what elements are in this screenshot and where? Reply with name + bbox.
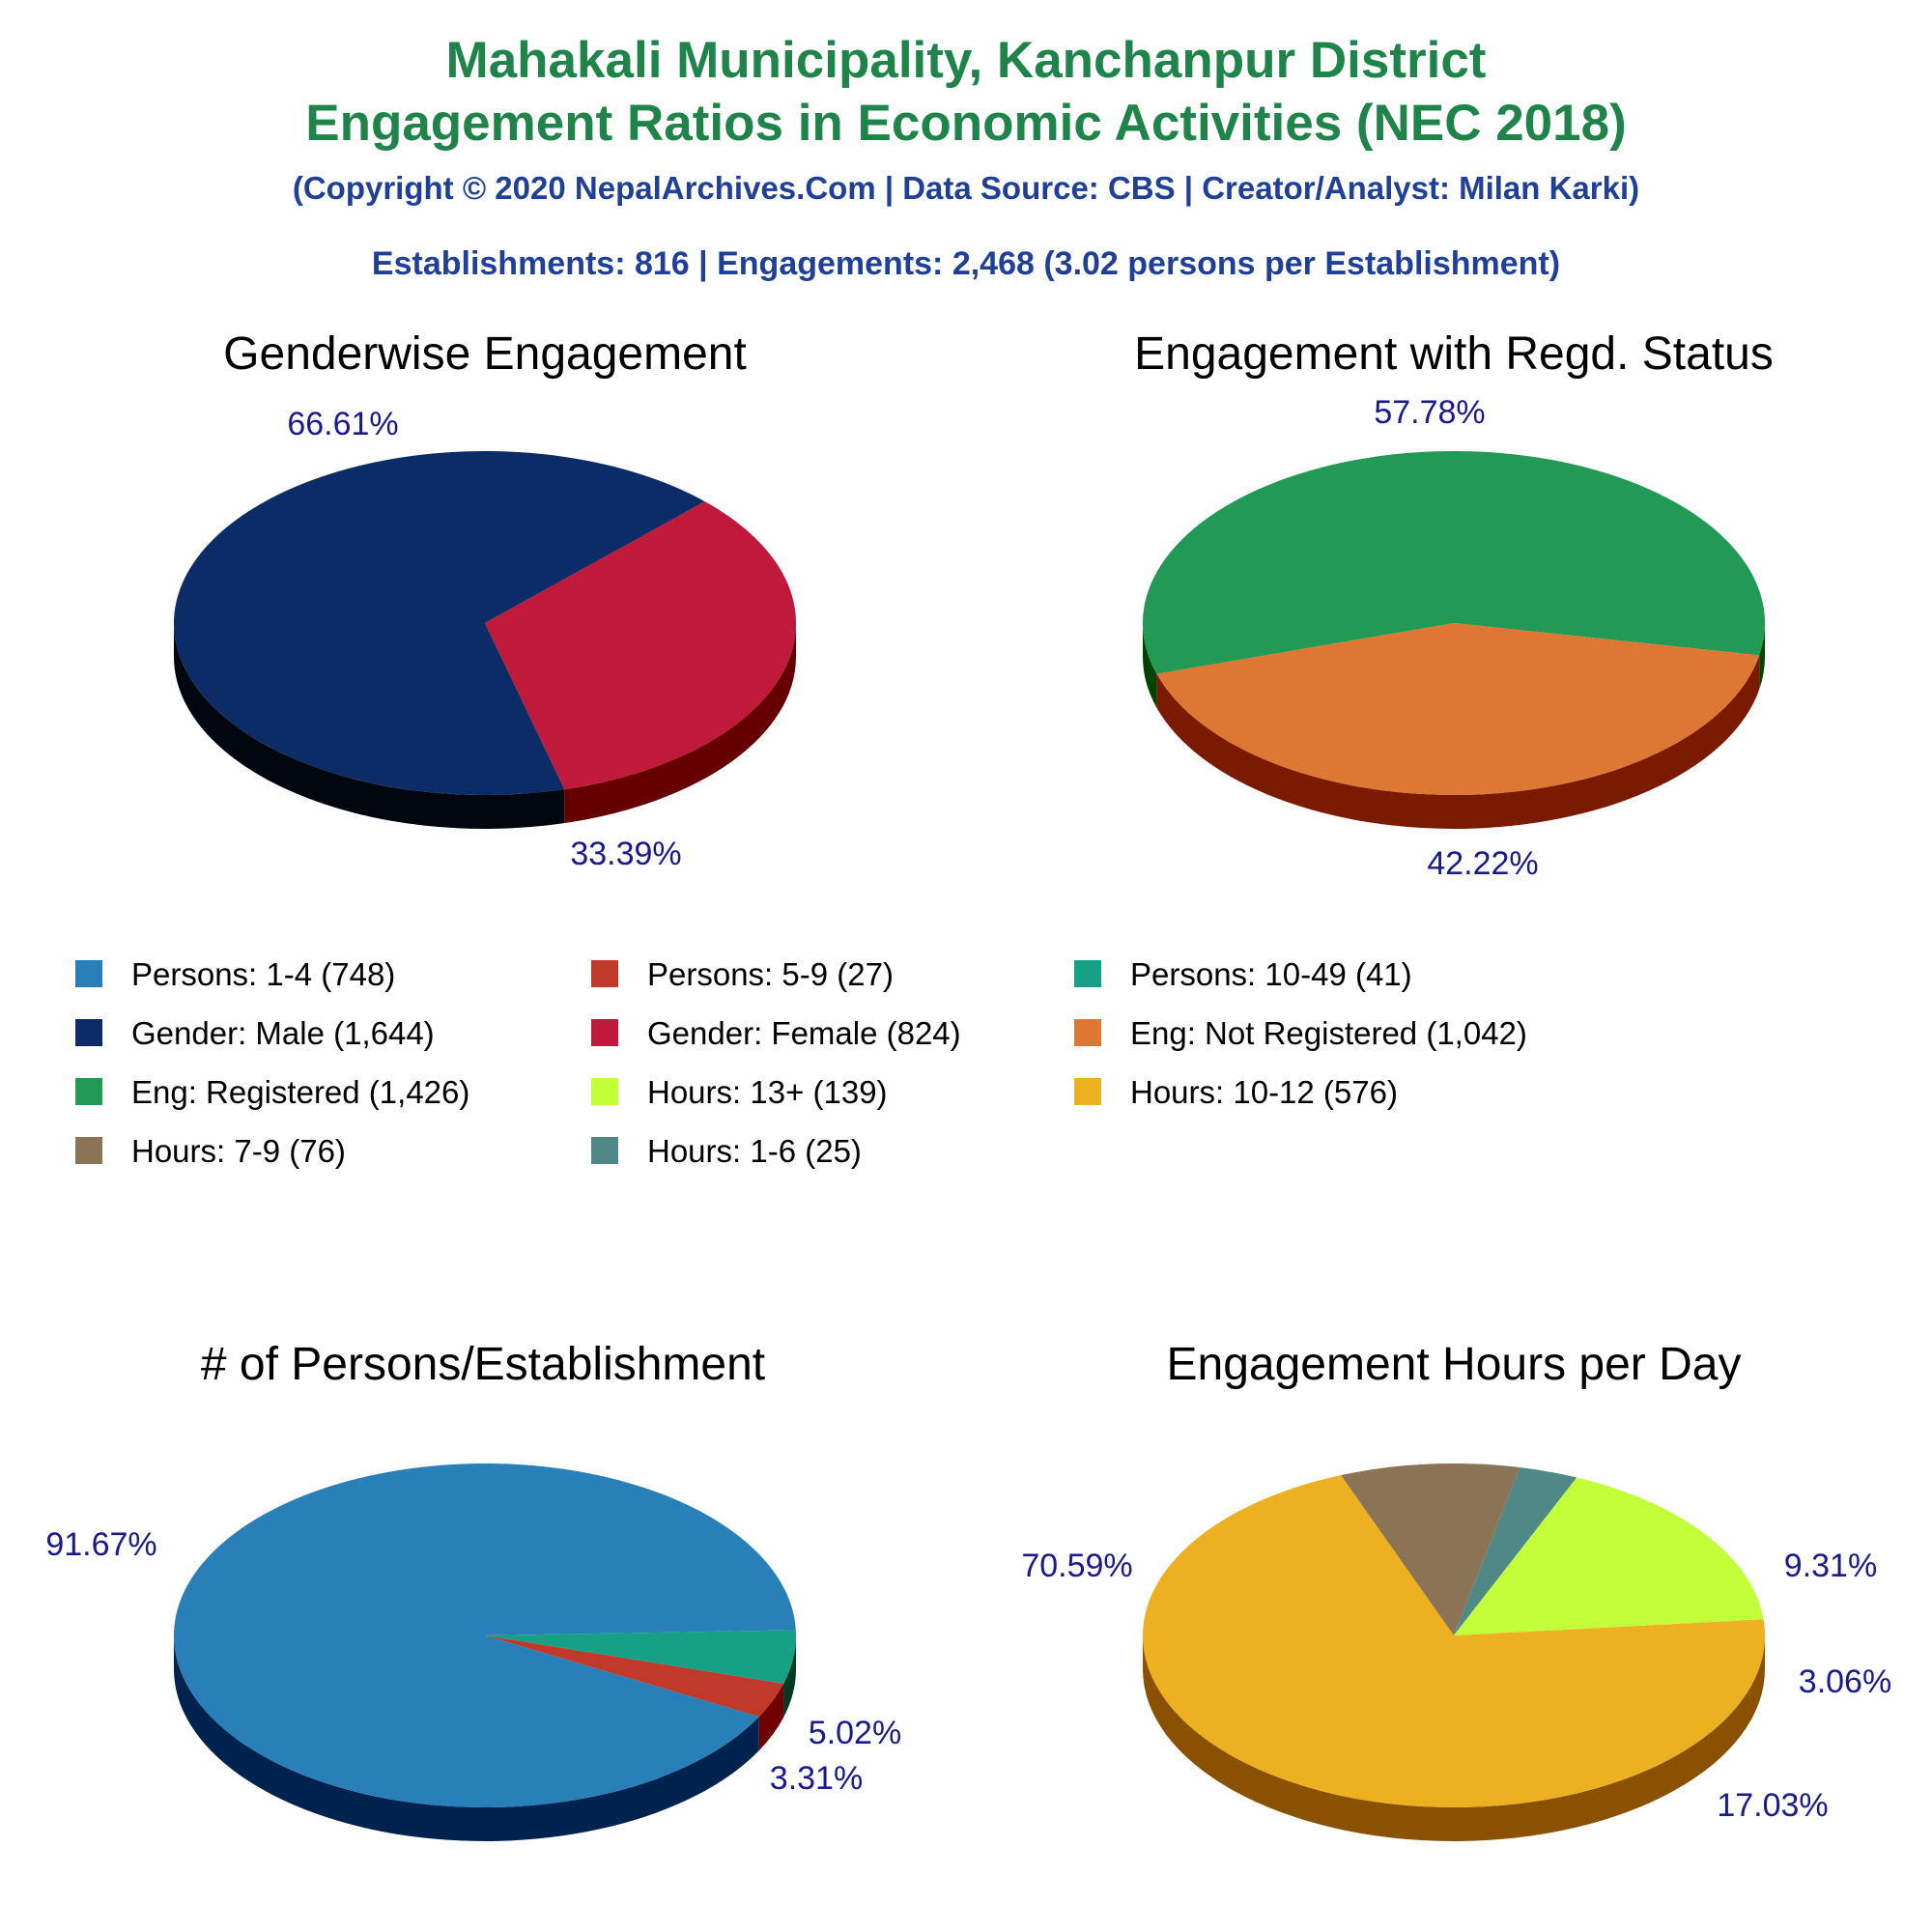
pie-chart-regd-status bbox=[1134, 328, 1774, 882]
legend-label-eng-registered-1-426: Eng: Registered (1,426) bbox=[131, 1074, 470, 1110]
pct-label-persons-10-49: 5.02% bbox=[808, 1715, 902, 1751]
pie-body-regd-status bbox=[1143, 451, 1765, 829]
legend-swatch-hours-7-9-76 bbox=[75, 1137, 102, 1164]
stats-line: Establishments: 816 | Engagements: 2,468 (3.02 persons per Establishment) bbox=[371, 245, 1561, 282]
legend-label-hours-13-139: Hours: 13+ (139) bbox=[647, 1074, 888, 1110]
legend-swatch-gender-female-824 bbox=[591, 1019, 618, 1046]
pct-label-female: 33.39% bbox=[570, 836, 682, 872]
pie-chart-hours bbox=[1021, 1339, 1891, 1841]
legend-label-hours-7-9-76: Hours: 7-9 (76) bbox=[131, 1133, 346, 1169]
legend-label-persons-5-9-27: Persons: 5-9 (27) bbox=[647, 956, 894, 992]
pct-label-persons-1-4: 91.67% bbox=[45, 1526, 157, 1563]
legend-item-hours-10-12-576 bbox=[1074, 1074, 1398, 1110]
legend-entries bbox=[75, 956, 1527, 1169]
legend-item-persons-5-9-27 bbox=[591, 956, 894, 992]
legend-label-hours-1-6-25: Hours: 1-6 (25) bbox=[647, 1133, 862, 1169]
legend-item-hours-7-9-76 bbox=[75, 1133, 346, 1169]
title-line-1: Mahakali Municipality, Kanchanpur District bbox=[445, 32, 1487, 89]
pie-chart-gender bbox=[174, 328, 796, 872]
legend-swatch-eng-registered-1-426 bbox=[75, 1078, 102, 1105]
legend-label-persons-1-4-748: Persons: 1-4 (748) bbox=[131, 956, 396, 992]
title-line-2: Engagement Ratios in Economic Activities (NEC 2018) bbox=[305, 95, 1627, 152]
legend-swatch-persons-1-4-748 bbox=[75, 960, 102, 987]
legend-item-gender-male-1-644 bbox=[75, 1015, 435, 1051]
legend-swatch-hours-13-139 bbox=[591, 1078, 618, 1105]
legend-item-eng-not-registered-1-042 bbox=[1074, 1015, 1527, 1051]
legend-item-persons-10-49-41 bbox=[1074, 956, 1412, 992]
pct-label-persons-5-9: 3.31% bbox=[769, 1760, 864, 1797]
pie-body-gender bbox=[174, 451, 796, 829]
legend-item-eng-registered-1-426 bbox=[75, 1074, 469, 1110]
chart-title-regd-status: Engagement with Regd. Status bbox=[1134, 328, 1774, 380]
pct-label-hours-10-12: 70.59% bbox=[1021, 1548, 1133, 1584]
legend-item-hours-1-6-25 bbox=[591, 1133, 862, 1169]
pct-label-not-registered: 42.22% bbox=[1427, 845, 1539, 882]
legend-swatch-hours-10-12-576 bbox=[1074, 1078, 1101, 1105]
subtitle: (Copyright © 2020 NepalArchives.Com | Data Source: CBS | Creator/Analyst: Milan Karki) bbox=[292, 170, 1640, 206]
pct-label-male: 66.61% bbox=[287, 406, 399, 442]
legend-swatch-eng-not-registered-1-042 bbox=[1074, 1019, 1101, 1046]
legend-swatch-persons-5-9-27 bbox=[591, 960, 618, 987]
legend-item-hours-13-139 bbox=[591, 1074, 888, 1110]
legend bbox=[75, 956, 1527, 1169]
header bbox=[293, 32, 1639, 282]
legend-label-gender-male-1-644: Gender: Male (1,644) bbox=[131, 1015, 435, 1051]
chart-title-gender: Genderwise Engagement bbox=[223, 328, 747, 380]
chart-title-hours: Engagement Hours per Day bbox=[1166, 1339, 1742, 1390]
pct-label-hours-7-9: 9.31% bbox=[1783, 1548, 1878, 1584]
chart-title-persons: # of Persons/Establishment bbox=[200, 1339, 766, 1390]
legend-swatch-hours-1-6-25 bbox=[591, 1137, 618, 1164]
pct-label-hours-1-6: 3.06% bbox=[1798, 1663, 1892, 1700]
legend-label-persons-10-49-41: Persons: 10-49 (41) bbox=[1130, 956, 1412, 992]
pct-label-hours-13-plus: 17.03% bbox=[1717, 1787, 1829, 1824]
pie-body-persons bbox=[174, 1463, 796, 1841]
pie-chart-persons bbox=[45, 1339, 901, 1841]
legend-item-gender-female-824 bbox=[591, 1015, 961, 1051]
legend-label-gender-female-824: Gender: Female (824) bbox=[647, 1015, 961, 1051]
legend-label-eng-not-registered-1-042: Eng: Not Registered (1,042) bbox=[1130, 1015, 1527, 1051]
legend-item-persons-1-4-748 bbox=[75, 956, 395, 992]
legend-label-hours-10-12-576: Hours: 10-12 (576) bbox=[1130, 1074, 1398, 1110]
legend-swatch-persons-10-49-41 bbox=[1074, 960, 1101, 987]
legend-swatch-gender-male-1-644 bbox=[75, 1019, 102, 1046]
pct-label-registered: 57.78% bbox=[1374, 394, 1486, 431]
pie-body-hours bbox=[1143, 1463, 1765, 1841]
